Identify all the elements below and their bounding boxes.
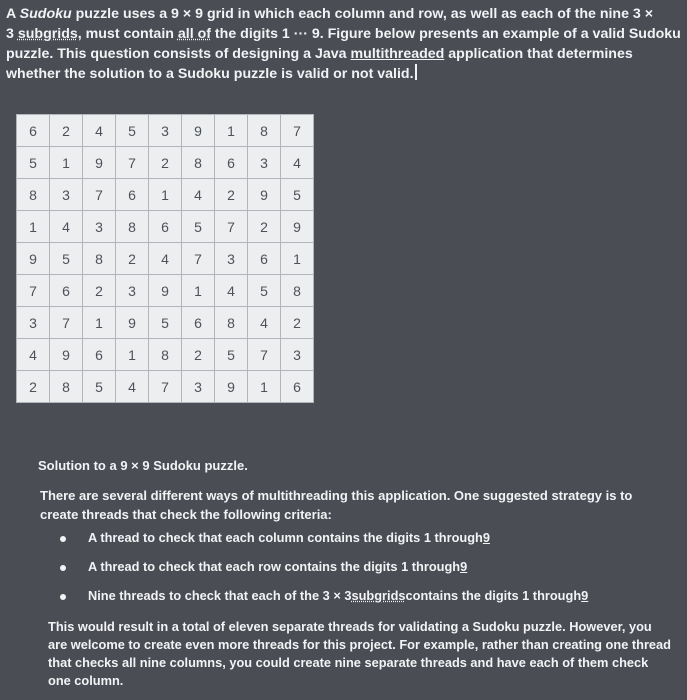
grid-cell: 5 (17, 147, 50, 179)
grid-row (17, 115, 314, 147)
list-item (60, 530, 588, 559)
grid-cell: 8 (17, 179, 50, 211)
grid-cell: 2 (50, 115, 83, 147)
grid-cell: 5 (248, 275, 281, 307)
bullet-icon (60, 565, 66, 571)
grid-cell: 4 (50, 211, 83, 243)
bullet-icon (60, 594, 66, 600)
grid-cell: 8 (149, 339, 182, 371)
grid-cell: 2 (83, 275, 116, 307)
grid-row (17, 371, 314, 403)
multithreaded-term: multithreaded (350, 46, 445, 62)
grid-cell: 2 (281, 307, 314, 339)
grid-cell: 4 (215, 275, 248, 307)
grid-cell: 1 (83, 307, 116, 339)
grid-cell: 3 (116, 275, 149, 307)
grid-cell: 4 (182, 179, 215, 211)
grid-cell: 9 (149, 275, 182, 307)
grid-row (17, 147, 314, 179)
grid-row (17, 211, 314, 243)
grid-cell: 6 (149, 211, 182, 243)
intro-text: the digits 1 ··· 9. Figure below presents an example of a valid Sudoku puzzle. This question consists of designing a (6, 26, 681, 62)
all-of-term: all of (177, 26, 211, 42)
text-cursor (415, 64, 417, 80)
criteria-text: Nine threads to check that each of the 3 × 3 (88, 588, 352, 603)
grid-cell: 2 (116, 243, 149, 275)
grid-row (17, 243, 314, 275)
grid-cell: 5 (116, 115, 149, 147)
grid-cell: 1 (149, 179, 182, 211)
grid-cell: 1 (116, 339, 149, 371)
grid-cell: 6 (281, 371, 314, 403)
grid-cell: 4 (248, 307, 281, 339)
grid-cell: 7 (248, 339, 281, 371)
grid-cell: 7 (215, 211, 248, 243)
grid-cell: 3 (83, 211, 116, 243)
grid-cell: 1 (17, 211, 50, 243)
bullet-icon (60, 536, 66, 542)
sudoku-table (16, 114, 314, 403)
grid-cell: 9 (83, 147, 116, 179)
grid-cell: 6 (248, 243, 281, 275)
grid-cell: 1 (248, 371, 281, 403)
grid-cell: 9 (50, 339, 83, 371)
grid-cell: 4 (83, 115, 116, 147)
grid-cell: 2 (182, 339, 215, 371)
grid-cell: 8 (50, 371, 83, 403)
grid-cell: 5 (281, 179, 314, 211)
java-term: Java (315, 46, 347, 62)
grid-cell: 2 (248, 211, 281, 243)
grid-cell: 5 (182, 211, 215, 243)
subgrids-term: subgrids (17, 26, 78, 42)
grid-cell: 2 (17, 371, 50, 403)
grid-cell: 9 (215, 371, 248, 403)
grid-cell: 5 (149, 307, 182, 339)
grid-cell: 2 (149, 147, 182, 179)
grid-cell: 8 (182, 147, 215, 179)
grid-cell: 7 (50, 307, 83, 339)
grid-cell: 8 (116, 211, 149, 243)
grid-cell: 1 (281, 243, 314, 275)
grid-row (17, 275, 314, 307)
intro-text: application that determines whether the solution to a Sudoku puzzle is valid or not valid. (6, 46, 633, 82)
grid-cell: 9 (17, 243, 50, 275)
grid-cell: 6 (182, 307, 215, 339)
grid-cell: 5 (215, 339, 248, 371)
list-item (60, 559, 588, 588)
grid-cell: 5 (50, 243, 83, 275)
grid-cell: 6 (50, 275, 83, 307)
grid-cell: 6 (215, 147, 248, 179)
grid-cell: 6 (116, 179, 149, 211)
grid-row (17, 339, 314, 371)
grid-cell: 3 (248, 147, 281, 179)
figure-caption: Solution to a 9 × 9 Sudoku puzzle. (38, 458, 248, 473)
list-item (60, 588, 588, 617)
grid-cell: 1 (215, 115, 248, 147)
subgrids-term: subgrids (351, 588, 406, 603)
grid-cell: 9 (182, 115, 215, 147)
grid-cell: 7 (17, 275, 50, 307)
grid-cell: 3 (182, 371, 215, 403)
strategy-paragraph: There are several different ways of multithreading this application. One suggested strategy is to create threads that check the following criteria: (40, 488, 633, 522)
grid-cell: 3 (149, 115, 182, 147)
grid-cell: 8 (281, 275, 314, 307)
grid-cell: 4 (281, 147, 314, 179)
grid-cell: 7 (83, 179, 116, 211)
grid-cell: 1 (182, 275, 215, 307)
grid-cell: 9 (248, 179, 281, 211)
criteria-text: A thread to check that each column contains the digits 1 through (88, 530, 483, 545)
grid-cell: 8 (215, 307, 248, 339)
criteria-number: 9 (581, 588, 589, 603)
grid-cell: 3 (17, 307, 50, 339)
intro-text: A (6, 6, 20, 22)
grid-cell: 4 (17, 339, 50, 371)
grid-cell: 4 (116, 371, 149, 403)
grid-cell: 5 (83, 371, 116, 403)
grid-cell: 7 (281, 115, 314, 147)
grid-cell: 9 (281, 211, 314, 243)
grid-cell: 8 (248, 115, 281, 147)
intro-text: , must contain (77, 26, 178, 42)
grid-cell: 3 (50, 179, 83, 211)
closing-paragraph: This would result in a total of eleven separate threads for validating a Sudoku puzzle. However, you are welcome to create even more threads for this project. For example, rather than creating one thread that checks all nine columns, you could create nine separate threads and have each of them check one column. (48, 619, 671, 688)
criteria-text: A thread to check that each row contains the digits 1 through (88, 559, 461, 574)
intro-text: 3 (6, 26, 18, 42)
grid-cell: 9 (116, 307, 149, 339)
criteria-number: 9 (460, 559, 468, 574)
grid-cell: 7 (116, 147, 149, 179)
grid-cell: 6 (17, 115, 50, 147)
grid-cell: 1 (50, 147, 83, 179)
grid-cell: 2 (215, 179, 248, 211)
grid-cell: 3 (215, 243, 248, 275)
sudoku-grid (16, 114, 314, 403)
grid-cell: 6 (83, 339, 116, 371)
intro-paragraph (6, 4, 682, 84)
criteria-list (60, 530, 588, 617)
grid-row (17, 307, 314, 339)
grid-cell: 7 (182, 243, 215, 275)
grid-cell: 4 (149, 243, 182, 275)
sudoku-term: Sudoku (19, 6, 72, 22)
criteria-text: contains the digits 1 through (405, 588, 582, 603)
grid-cell: 7 (149, 371, 182, 403)
intro-text: puzzle uses a 9 × 9 grid in which each column and row, as well as each of the nine 3 × (71, 6, 654, 22)
grid-cell: 8 (83, 243, 116, 275)
grid-cell: 3 (281, 339, 314, 371)
criteria-number: 9 (482, 530, 490, 545)
grid-row (17, 179, 314, 211)
